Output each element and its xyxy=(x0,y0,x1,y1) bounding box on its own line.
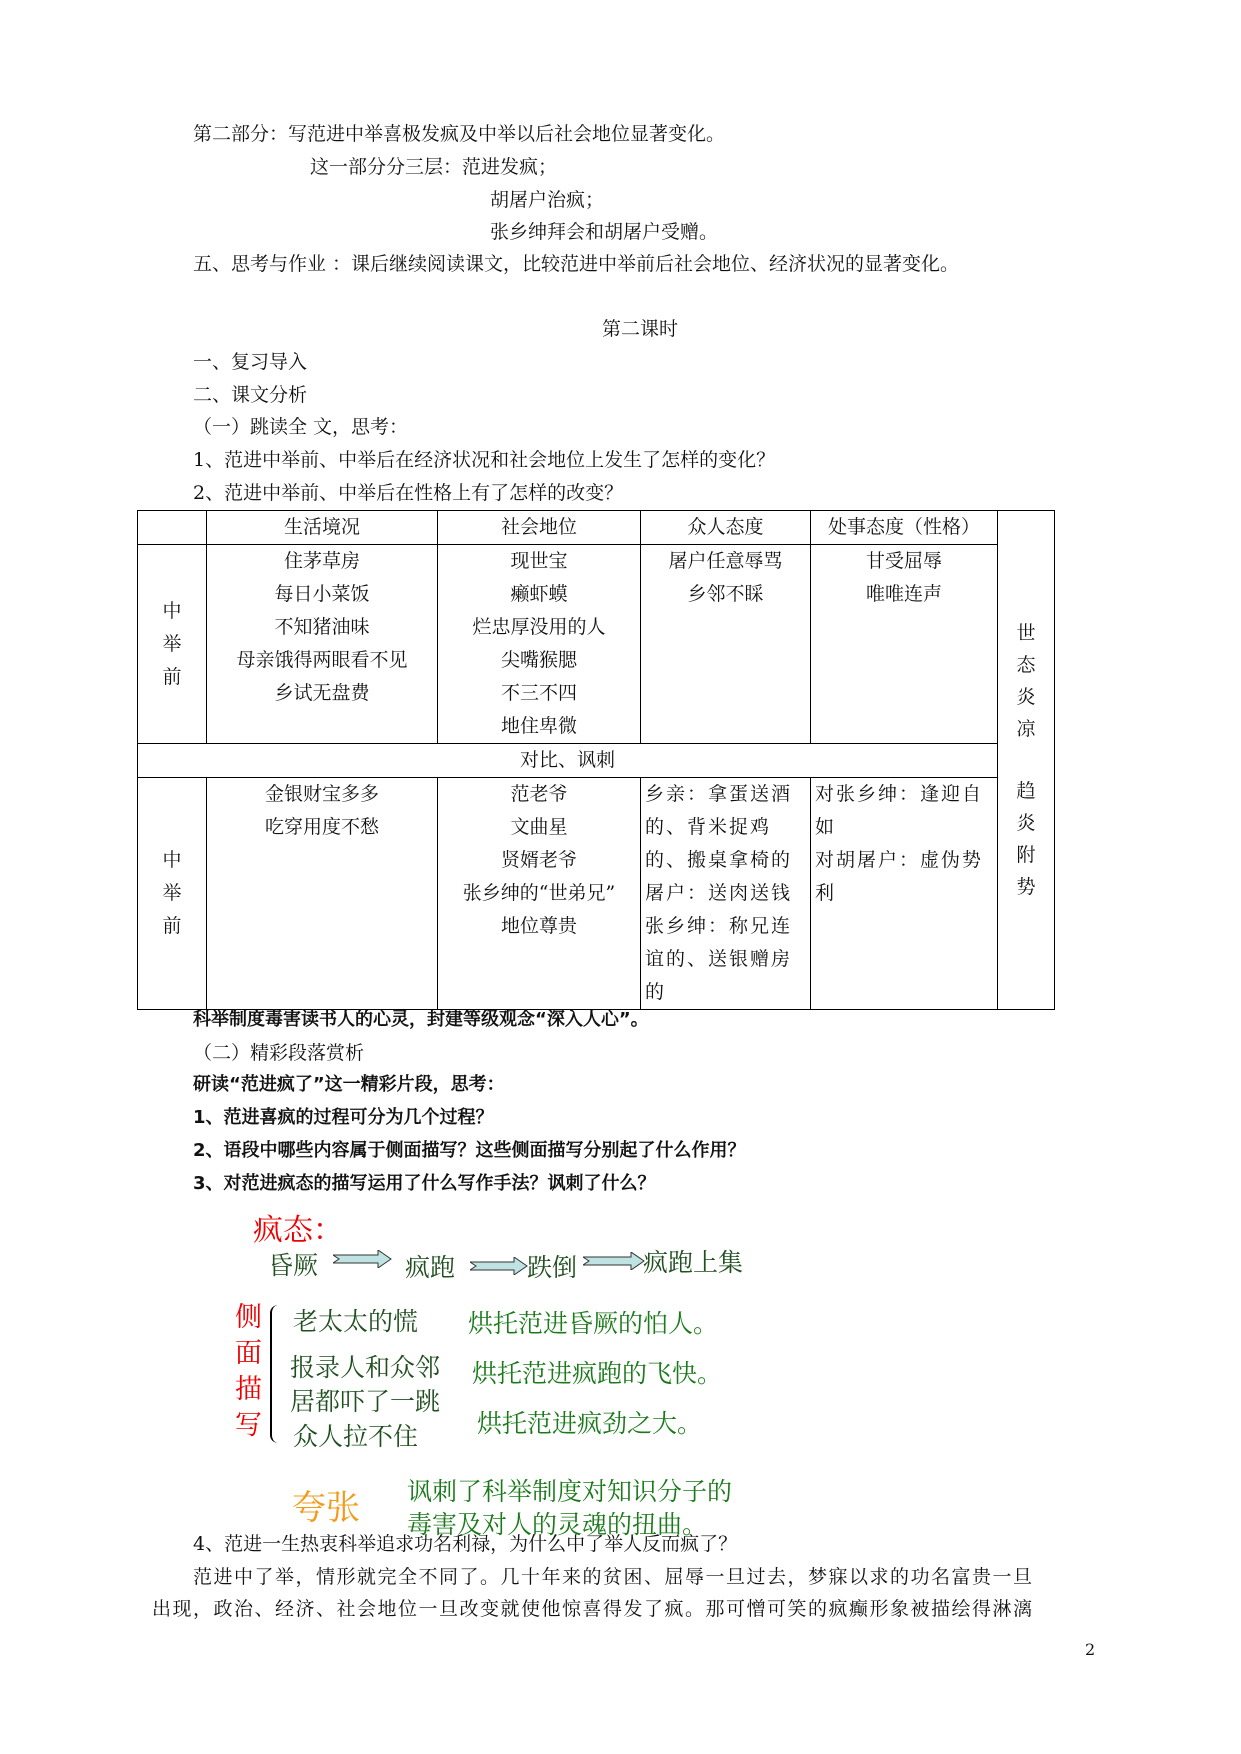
row-label: 中举前 xyxy=(138,545,207,744)
header-cell: 处事态度（性格） xyxy=(811,511,998,545)
conclusion: 科举制度毒害读书人的心灵，封建等级观念“深入人心”。 xyxy=(193,1009,649,1030)
text-line: 五、思考与作业 ：课后继续阅读课文，比较范进中举前后社会地位、经济状况的显著变化。 xyxy=(193,253,960,275)
effect: 烘托范进昏厥的怕人。 xyxy=(468,1309,719,1338)
effect: 烘托范进疯劲之大。 xyxy=(477,1409,703,1438)
step: 疯跑 xyxy=(405,1253,456,1282)
question: 4、范进一生热衷科举追求功名利禄，为什么中了举人反而疯了？ xyxy=(193,1533,738,1555)
satire: 毒害及对人的灵魂的扭曲。 xyxy=(407,1510,708,1539)
header-cell: 生活境况 xyxy=(207,511,438,545)
comparison-table xyxy=(137,510,1055,1010)
question: 1、范进喜疯的过程可分为几个过程？ xyxy=(193,1107,494,1128)
arrow-icon xyxy=(470,1257,528,1275)
item: 居都吓了一跳 xyxy=(290,1387,441,1416)
satire: 讽刺了科举制度对知识分子的 xyxy=(407,1477,733,1506)
text-line: 第二部分：写范进中举喜极发疯及中举以后社会地位显著变化。 xyxy=(193,123,726,145)
question: 研读“范进疯了”这一精彩片段，思考： xyxy=(193,1074,505,1095)
contrast-row: 对比、讽刺 xyxy=(138,744,998,778)
item: 众人拉不住 xyxy=(293,1422,419,1451)
text-line: 这一部分分三层：范进发疯； xyxy=(310,156,558,178)
question: 2、语段中哪些内容属于侧面描写？这些侧面描写分别起了什么作用？ xyxy=(193,1140,746,1161)
arrow-icon xyxy=(583,1252,645,1270)
brace xyxy=(270,1305,280,1443)
step: 昏厥 xyxy=(268,1251,319,1280)
effect: 烘托范进疯跑的飞快。 xyxy=(472,1359,723,1388)
text-line: 2、范进中举前、中举后在性格上有了怎样的改变？ xyxy=(193,482,624,504)
paragraph-line: 范进中了举，情形就完全不同了。几十年来的贫困、屈辱一旦过去，梦寐以求的功名富贵一旦 xyxy=(193,1566,1034,1588)
header-cell: 众人态度 xyxy=(641,511,811,545)
table-cell: 现世宝 癞虾蟆 烂忠厚没用的人 尖嘴猴腮 不三不四 地住卑微 xyxy=(438,545,641,744)
step: 疯跑上集 xyxy=(643,1248,744,1277)
text-line: 二、课文分析 xyxy=(193,384,308,406)
table-cell: 住茅草房 每日小菜饭 不知猪油味 母亲饿得两眼看不见 乡试无盘费 xyxy=(207,545,438,744)
text-line: 胡屠户治疯； xyxy=(490,189,605,211)
question: 3、对范进疯态的描写运用了什么写作手法？讽刺了什么？ xyxy=(193,1173,656,1194)
lesson-title: 第二课时 xyxy=(602,318,679,340)
arrow-icon xyxy=(333,1250,393,1268)
row-label: 中举前 xyxy=(138,778,207,1010)
table-cell: 范老爷 文曲星 贤婿老爷 张乡绅的“世弟兄” 地位尊贵 xyxy=(438,778,641,1010)
diagram-title: 疯态： xyxy=(253,1213,343,1248)
item: 报录人和众邻 xyxy=(290,1353,441,1382)
table-cell: 对张乡绅：逢迎自如 对胡屠户：虚伪势利 xyxy=(811,778,998,1010)
step: 跌倒 xyxy=(527,1253,578,1282)
table-cell: 金银财宝多多 吃穿用度不愁 xyxy=(207,778,438,1010)
text-line: 1、范进中举前、中举后在经济状况和社会地位上发生了怎样的变化？ xyxy=(193,449,776,471)
table-cell: 屠户任意辱骂 乡邻不睬 xyxy=(641,545,811,744)
page-number: 2 xyxy=(1085,1640,1096,1659)
table-cell: 乡亲：拿蛋送酒的、背米捉鸡的、搬桌拿椅的 屠户：送肉送钱 张乡绅：称兄连谊的、送银赠房的 xyxy=(641,778,811,1010)
item: 老太太的慌 xyxy=(293,1307,419,1336)
text-line: 张乡绅拜会和胡屠户受赠。 xyxy=(490,221,719,243)
text-line: （一）跳读全 文，思考： xyxy=(193,416,409,438)
header-cell: 社会地位 xyxy=(438,511,641,545)
side-description-label: 侧面描写 xyxy=(235,1302,262,1441)
section-heading: （二）精彩段落赏析 xyxy=(193,1042,365,1064)
paragraph-line: 出现，政治、经济、社会地位一旦改变就使他惊喜得发了疯。那可憎可笑的疯癫形象被描绘得淋漓 xyxy=(152,1598,1034,1620)
exaggeration-label: 夸张 xyxy=(292,1488,360,1528)
text-line: 一、复习导入 xyxy=(193,351,308,373)
side-summary: 世态炎凉 趋炎附势 xyxy=(998,511,1055,1010)
table-cell: 甘受屈辱 唯唯连声 xyxy=(811,545,998,744)
